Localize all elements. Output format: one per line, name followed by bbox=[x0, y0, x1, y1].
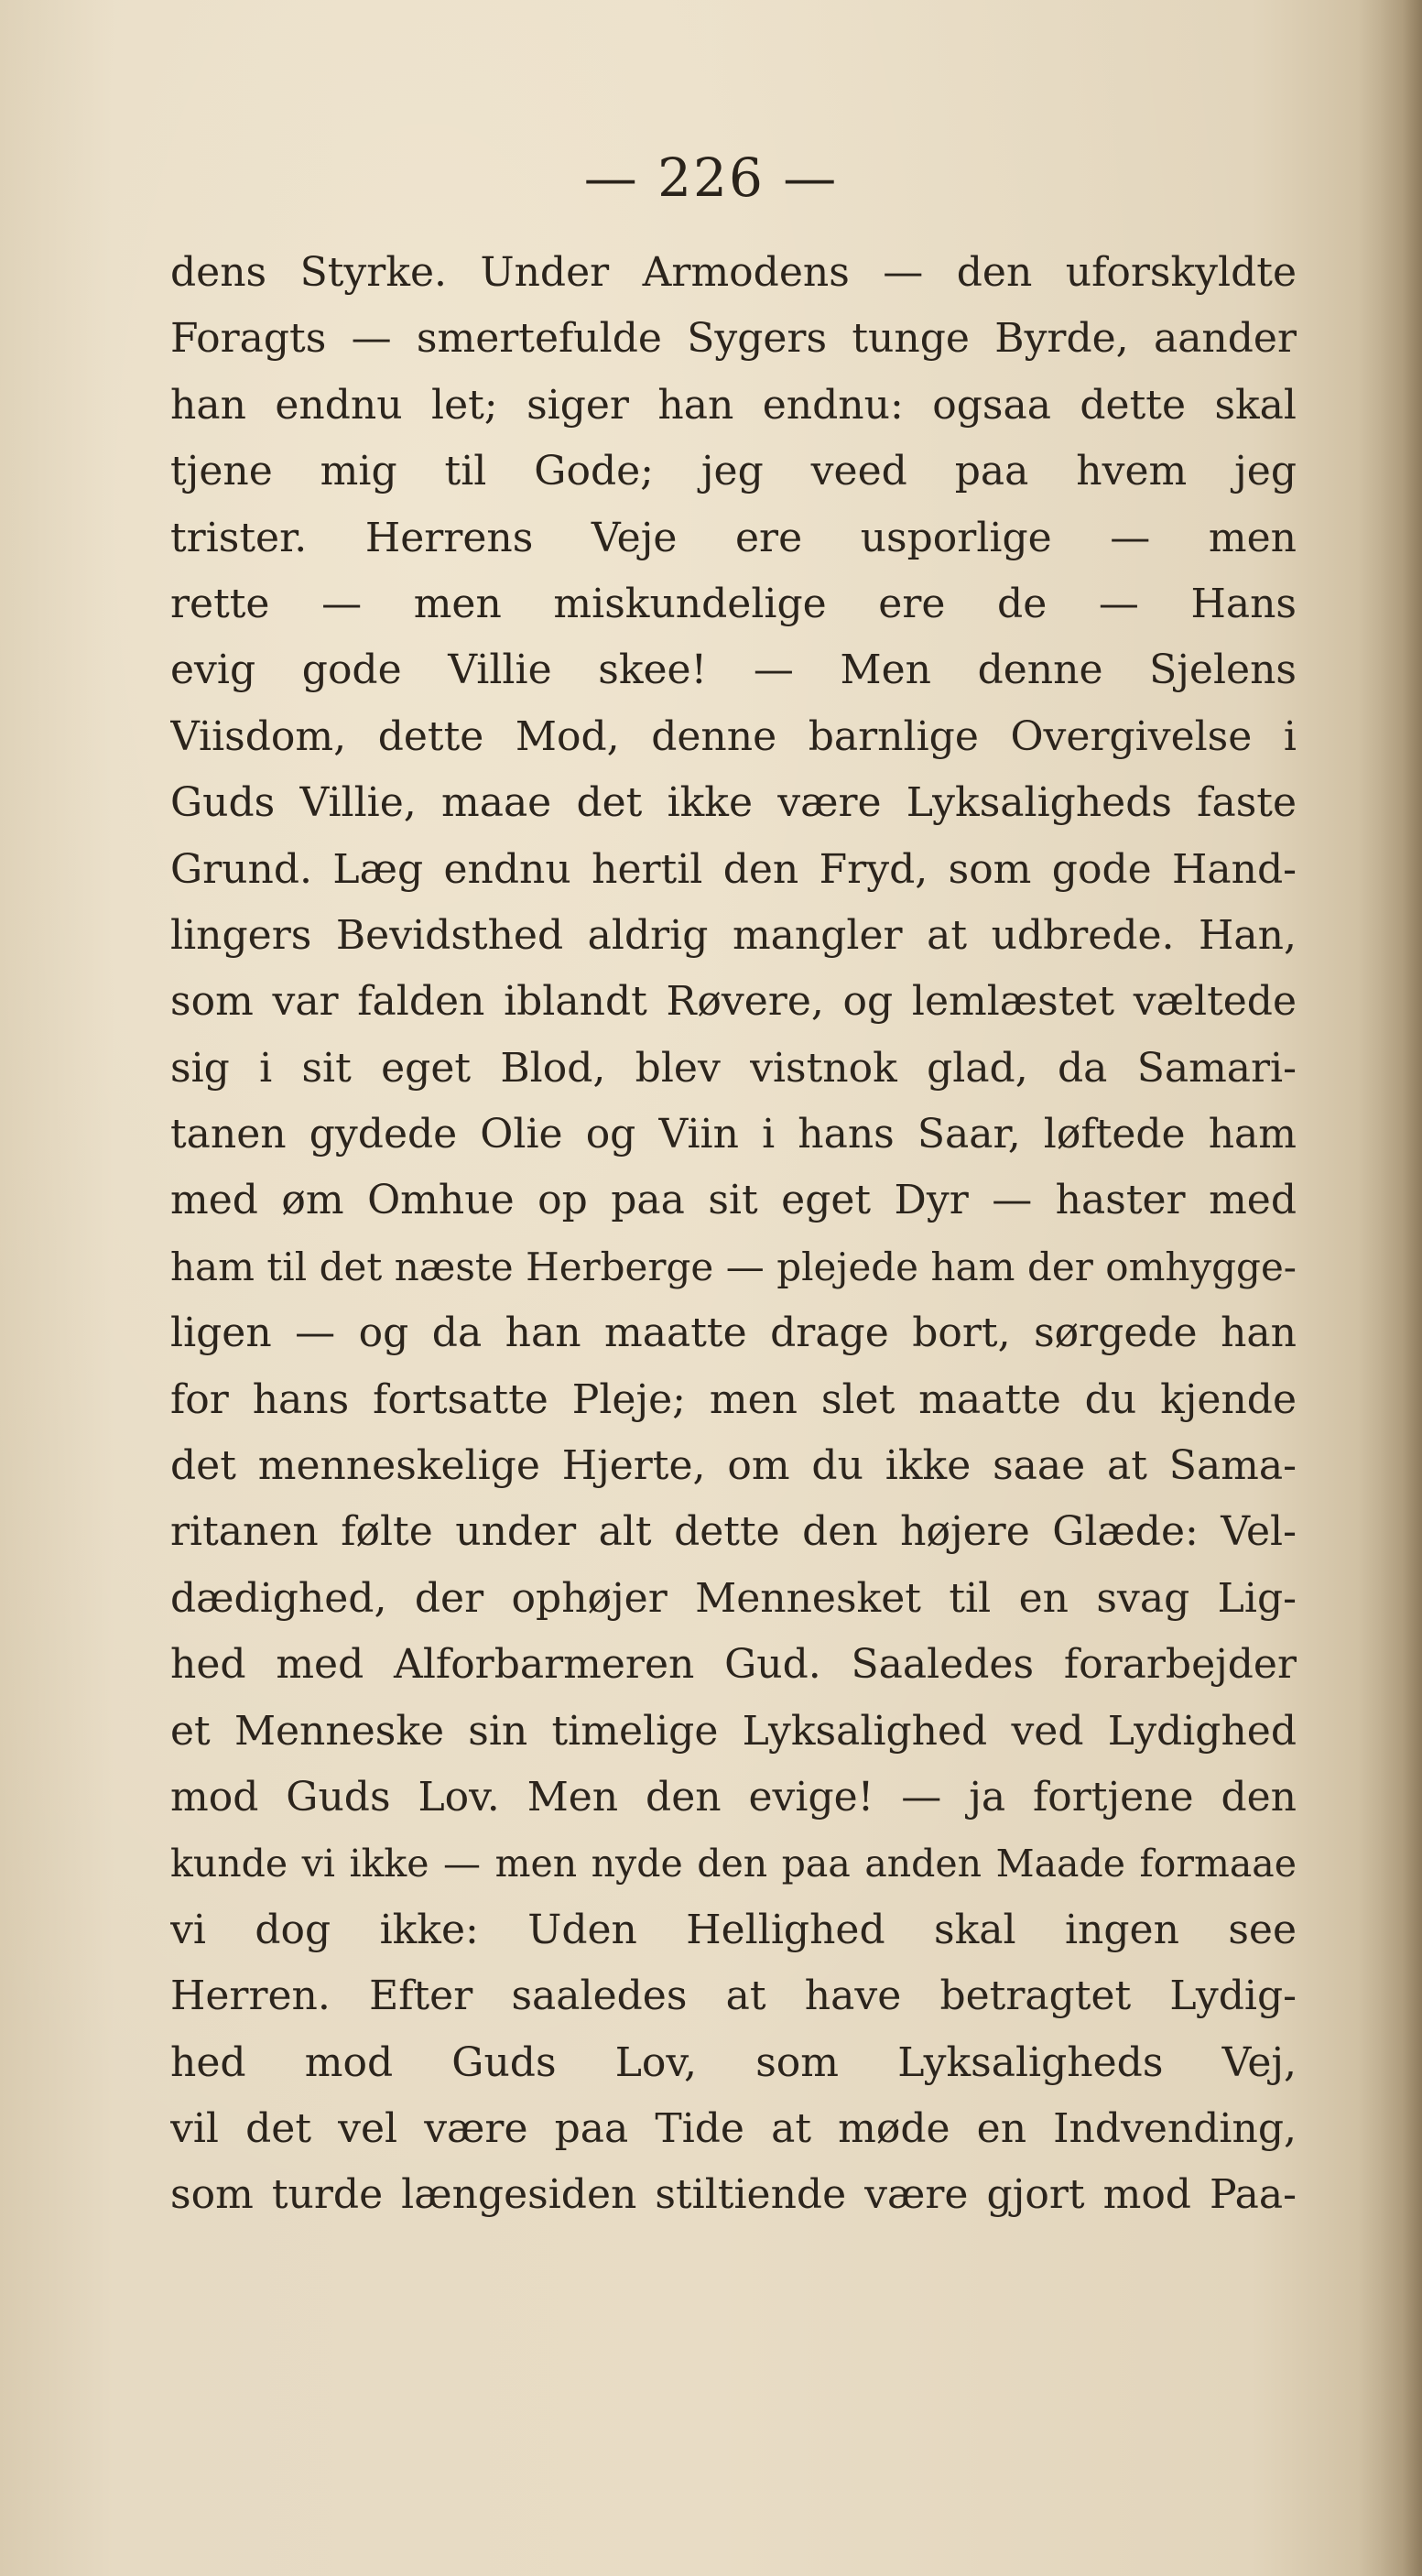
text-line: hed med Alforbarmeren Gud. Saaledes forarbejder bbox=[170, 1641, 1297, 1689]
text-line: dens Styrke. Under Armodens — den uforskyldte bbox=[170, 249, 1297, 296]
text-line: rette — men miskundelige ere de — Hans bbox=[170, 580, 1297, 627]
text-line: trister. Herrens Veje ere usporlige — men bbox=[170, 514, 1297, 561]
text-line: lingers Bevidsthed aldrig mangler at udbrede. Han, bbox=[170, 911, 1297, 959]
text-line: Guds Villie, maae det ikke være Lyksaligheds faste bbox=[170, 779, 1297, 827]
text-line: han endnu let; siger han endnu: ogsaa dette skal bbox=[170, 381, 1297, 429]
text-line: ham til det næste Herberge — plejede ham der omhygge- bbox=[170, 1244, 1297, 1289]
text-line: vi dog ikke: Uden Hellighed skal ingen see bbox=[170, 1906, 1297, 1953]
text-line: Grund. Læg endnu hertil den Fryd, som gode Hand- bbox=[170, 845, 1297, 893]
text-line: for hans fortsatte Pleje; men slet maatte du kjende bbox=[170, 1375, 1297, 1423]
spine-shadow bbox=[1358, 0, 1422, 2576]
text-line: evig gode Villie skee! — Men denne Sjelens bbox=[170, 647, 1297, 694]
body-text bbox=[170, 240, 1297, 2229]
text-line: sig i sit eget Blod, blev vistnok glad, da Samari- bbox=[170, 1044, 1297, 1092]
text-line: hed mod Guds Lov, som Lyksaligheds Vej, bbox=[170, 2038, 1297, 2086]
text-line: som var falden iblandt Røvere, og lemlæstet væltede bbox=[170, 978, 1297, 1026]
text-line: ritanen følte under alt dette den højere Glæde: Vel- bbox=[170, 1508, 1297, 1556]
text-line: vil det vel være paa Tide at møde en Indvending, bbox=[170, 2104, 1297, 2152]
page-number: — 226 — bbox=[583, 147, 839, 209]
text-line: det menneskelige Hjerte, om du ikke saae at Sama- bbox=[170, 1442, 1297, 1490]
text-line: tjene mig til Gode; jeg veed paa hvem jeg bbox=[170, 448, 1297, 495]
text-line: Herren. Efter saaledes at have betragtet Lydig- bbox=[170, 1973, 1297, 2020]
text-line: ligen — og da han maatte drage bort, sørgede han bbox=[170, 1310, 1297, 1357]
text-line: mod Guds Lov. Men den evige! — ja fortjene den bbox=[170, 1773, 1297, 1821]
text-line: Foragts — smertefulde Sygers tunge Byrde, aander bbox=[170, 315, 1297, 363]
text-line: kunde vi ikke — men nyde den paa anden Maade formaae bbox=[170, 1842, 1297, 1886]
text-line: tanen gydede Olie og Viin i hans Saar, løftede ham bbox=[170, 1111, 1297, 1158]
text-line: et Menneske sin timelige Lyksalighed ved Lydighed bbox=[170, 1707, 1297, 1755]
text-line: som turde længesiden stiltiende være gjort mod Paa- bbox=[170, 2171, 1297, 2219]
text-line: dædighed, der ophøjer Mennesket til en svag Lig- bbox=[170, 1574, 1297, 1622]
text-line: med øm Omhue op paa sit eget Dyr — haster med bbox=[170, 1177, 1297, 1224]
text-line: Viisdom, dette Mod, denne barnlige Overgivelse i bbox=[170, 712, 1297, 760]
